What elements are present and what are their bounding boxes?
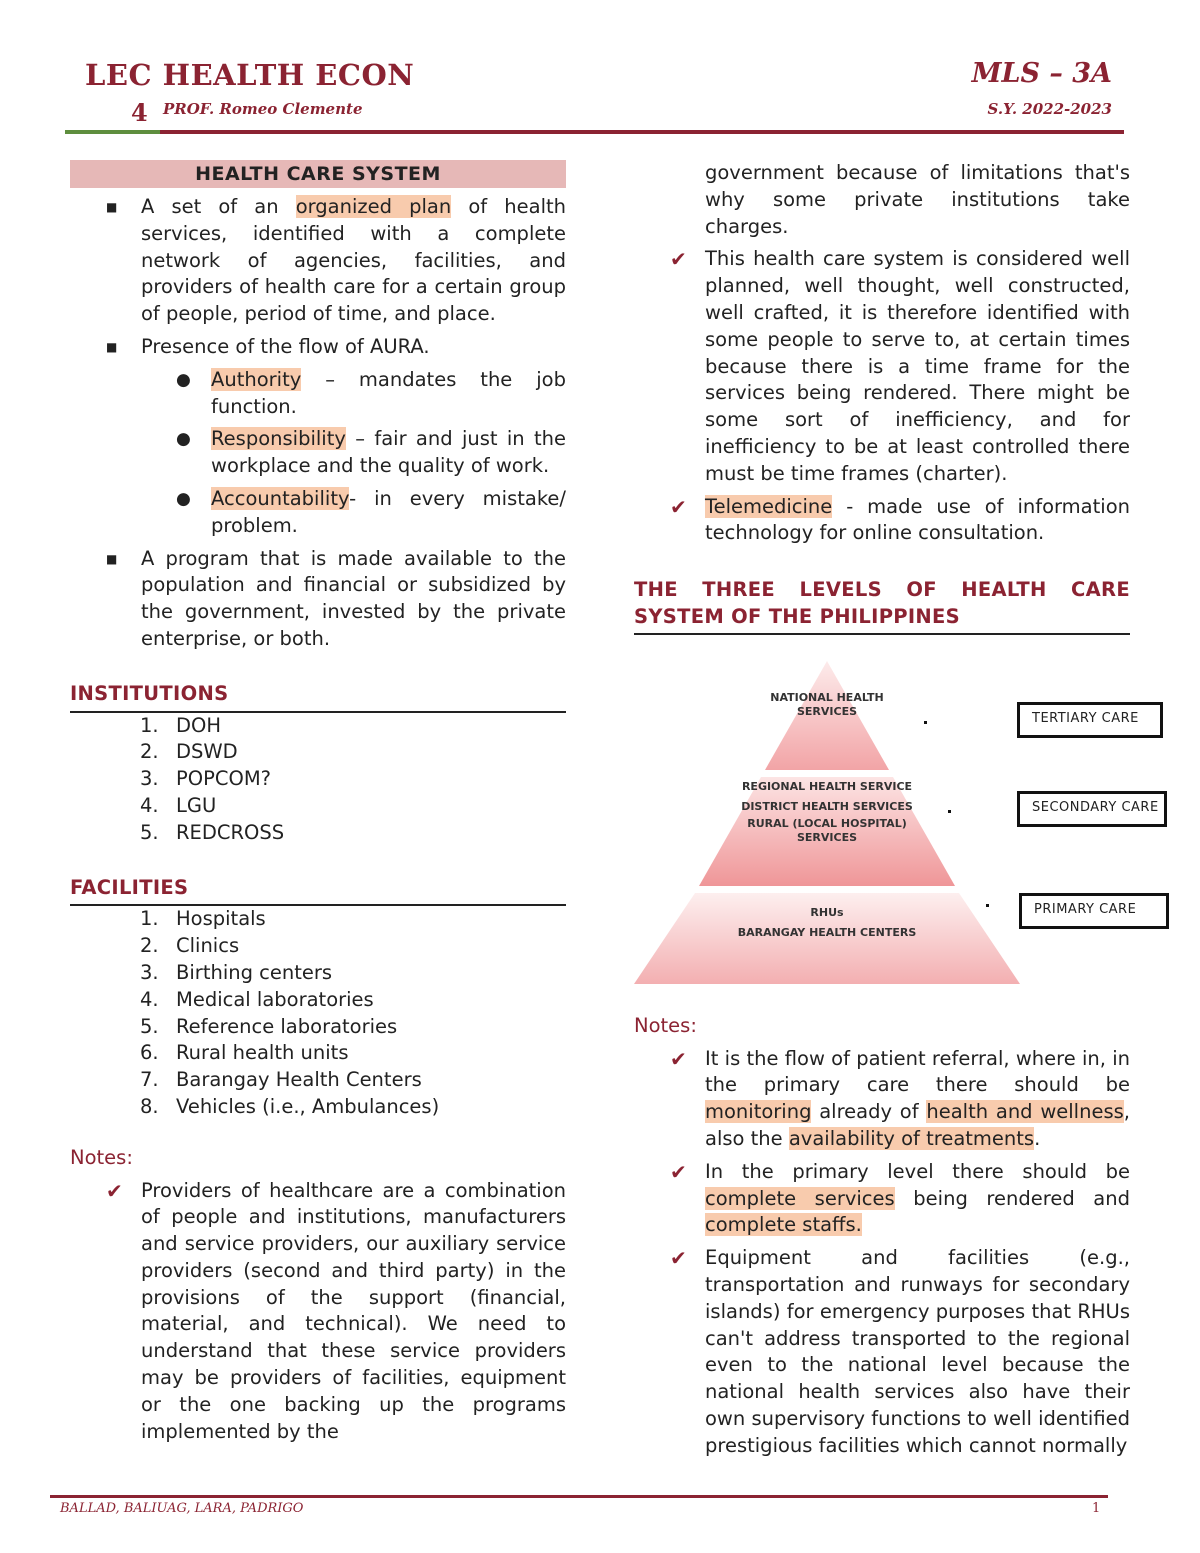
list-item: 8. Vehicles (i.e., Ambulances) [140,1094,440,1118]
course-code: MLS – 3A [971,58,1112,89]
lecture-number: 4 [131,98,148,127]
list-item: 4. LGU [140,793,217,817]
aura-item-authority: ● Authority – mandates the job function. [176,367,566,418]
list-item: 2. DSWD [140,740,238,764]
checkmark-icon: ✔ [670,1046,687,1071]
list-item: 2. Clinics [140,934,240,958]
note-providers: ✔ Providers of healthcare are a combination of people and institutions, manufacturers and service providers, our auxiliary service providers (second and third party) in the provisions of the support (financial, material, and technical). We need to understand that these service providers may be providers of facilities, equipment or the one backing up the programs implemented by the [106,1178,566,1443]
checkmark-icon: ✔ [106,1178,123,1203]
round-bullet-icon: ● [176,429,191,450]
note-primary-level: ✔ In the primary level there should be complete services being rendered and complete staffs. [670,1159,1130,1237]
note-equipment-facilities: ✔ Equipment and facilities (e.g., transportation and runways for secondary islands) for emergency purposes that RHUs can't address transported to the regional even to the national level because the national health services also have their own supervisory functions to well identified prestigious facilities which cannot normally [670,1246,1130,1457]
institutions-heading: INSTITUTIONS [70,681,229,705]
checkmark-icon: ✔ [670,1246,687,1271]
list-item: 5. Reference laboratories [140,1014,398,1038]
header-rule-green [65,130,160,134]
footer-rule [50,1495,1108,1498]
checkmark-icon: ✔ [670,1159,687,1184]
note-patient-referral: ✔ It is the flow of patient referral, where in, in the primary care there should be monitoring already of health and wellness, also the availability of treatments. [670,1046,1130,1150]
square-bullet-icon: ■ [106,339,118,354]
institutions-list [70,713,566,847]
list-item: 1. DOH [140,713,222,737]
highlight-organized-plan: organized plan [295,195,452,218]
connector-dot [986,904,989,907]
primary-care-box: PRIMARY CARE [1019,893,1169,929]
list-item: 4. Medical laboratories [140,987,374,1011]
section-title-health-care-system: HEALTH CARE SYSTEM [70,160,566,188]
round-bullet-icon: ● [176,369,191,390]
aura-item-responsibility: ● Responsibility – fair and just in the workplace and the quality of work. [176,427,566,478]
notes-heading-right: Notes: [634,1013,697,1037]
aura-item-accountability: ● Accountability- in every mistake/ problem. [176,486,566,537]
list-item: 7. Barangay Health Centers [140,1068,422,1092]
list-item: 6. Rural health units [140,1041,349,1065]
tier-label-national: NATIONAL HEALTH SERVICES [770,690,884,718]
tier-label-regional: REGIONAL HEALTH SERVICE DISTRICT HEALTH SERVICES RURAL (LOCAL HOSPITAL) SERVICES [741,779,913,844]
page-number: 1 [1092,1501,1101,1516]
list-item: 5. REDCROSS [140,820,285,844]
check-item-well-planned: ✔ This health care system is considered well planned, well thought, well constructed, well crafted, it is therefore identified with some people to serve to, at certain times because there is a time frame for the services being rendered. There might be some sort of inefficiency, and for inefficiency to be at least controlled there must be time frames (charter). [670,247,1130,485]
levels-heading: THE THREE LEVELS OF HEALTH CARE SYSTEM OF THE PHILIPPINES [634,578,1130,628]
continued-paragraph: government because of limitations that's why some private institutions take charges. [705,161,1130,238]
school-year: S.Y. 2022-2023 [987,100,1112,118]
check-item-telemedicine: ✔ Telemedicine - made use of information technology for online consultation. [670,494,1130,545]
document-title: LEC HEALTH ECON [85,58,415,92]
tertiary-care-box: TERTIARY CARE [1017,702,1163,738]
round-bullet-icon: ● [176,488,191,509]
professor-name: PROF. Romeo Clemente [163,100,363,118]
square-bullet-icon: ■ [106,551,118,566]
checkmark-icon: ✔ [670,494,687,519]
square-bullet-icon: ■ [106,200,118,214]
connector-dot [948,810,951,813]
list-item: 3. Birthing centers [140,960,333,984]
header-rule-red [160,130,1124,134]
footer-authors: BALLAD, BALIUAG, LARA, PADRIGO [60,1501,304,1516]
health-care-levels-diagram [634,645,1159,1025]
left-column [70,160,566,1445]
tier-label-primary: RHUs BARANGAY HEALTH CENTERS [737,905,917,939]
bullet-organized-plan: ■ A set of an organized plan of health services, identified with a complete network of agencies, facilities, and providers of health care for a certain group of people, period of time, and place. [106,195,567,326]
right-column [634,160,1159,1460]
list-item: 3. POPCOM? [140,767,272,791]
list-item: 1. Hospitals [140,907,266,931]
bullet-program: ■ A program that is made available to the population and financial or subsidized by the government, invested by the private enterprise, or both. [106,546,566,650]
facilities-list [70,906,566,1120]
secondary-care-box: SECONDARY CARE [1017,791,1167,827]
facilities-heading: FACILITIES [70,875,189,899]
levels-rule [634,633,1130,635]
notes-heading: Notes: [70,1145,133,1169]
connector-dot [924,721,927,724]
checkmark-icon: ✔ [670,247,687,272]
bullet-aura: ■ Presence of the flow of AURA. [70,334,566,361]
